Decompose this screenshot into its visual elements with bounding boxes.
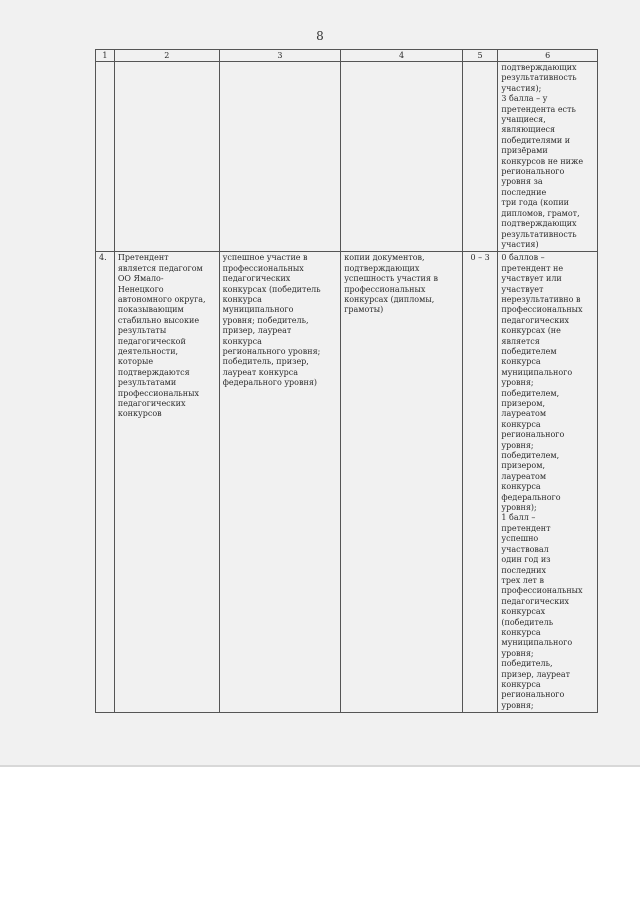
score-cell: 0 – 3 [462,252,498,713]
page-number: 8 [316,29,324,43]
indicator-cell: успешное участие в профессиональных педагогических конкурсах (победитель конкурса муниципального уровня; победитель, призер, лауреат конкурса регионального уровня; победитель, призер, лауреат конкурса федерального уровня) [219,252,341,713]
score-cell [462,62,498,252]
documents-cell [341,62,463,252]
row-number-cell [96,62,115,252]
scale-cell: 0 баллов – претендент не участвует или участвует нерезультативно в профессиональных педагогических конкурсах (не является победителем конкурса муниципального уровня; победителем, призером, лауреатом конкурса регионального уровня; победителем, призером, лауреатом конкурса федерального уровня); 1 балл – претендент успешно участвовал один год из последних трех лет в профессиональных педагогических конкурсах (победитель конкурса муниципального уровня; победитель, призер, лауреат конкурса регионального уровня; [498,252,598,713]
column-number-5: 5 [462,50,498,62]
table-header-row [96,50,598,62]
column-number-6: 6 [498,50,598,62]
scale-cell: подтверждающих результативность участия); 3 балла – у претендента есть учащиеся, являющиеся победителями и призёрами конкурсов не ниже регионального уровня за последние три года (копии дипломов, грамот, подтверждающих результативность участия) [498,62,598,252]
column-number-2: 2 [114,50,219,62]
criterion-cell [114,62,219,252]
table-row [96,252,598,713]
row-number-cell: 4. [96,252,115,713]
column-number-1: 1 [96,50,115,62]
documents-cell: копии документов, подтверждающих успешность участия в профессиональных конкурсах (дипломы, грамоты) [341,252,463,713]
criteria-table [95,49,598,713]
column-number-4: 4 [341,50,463,62]
column-number-3: 3 [219,50,341,62]
indicator-cell [219,62,341,252]
table-row [96,62,598,252]
criterion-cell: Претендент является педагогом ОО Ямало- Ненецкого автономного округа, показывающим стабильно высокие результаты педагогической деятельности, которые подтверждаются результатами профессиональных педагогических конкурсов [114,252,219,713]
